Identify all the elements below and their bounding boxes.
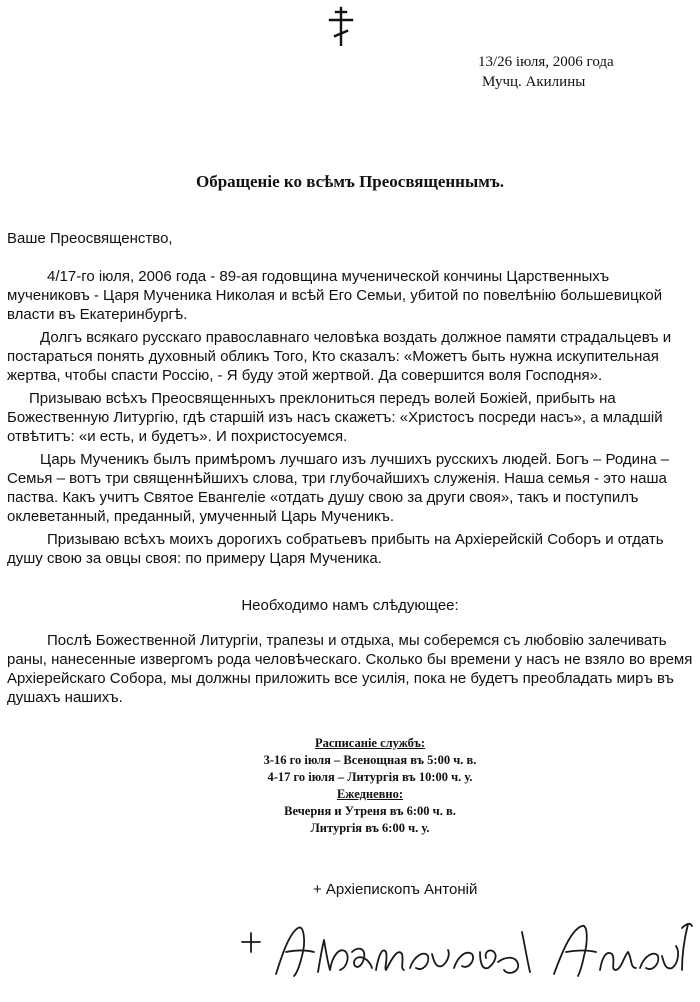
feast-day: Мучц. Акилины — [482, 74, 586, 90]
paragraph: Царь Мученикъ былъ примѣромъ лучшаго изъ лучшихъ русскихъ людей. Богъ – Родина – Семья – вотъ три священнѣйшихъ слова, три глубочайшихъ служенія. Наша семья - это наша паства. Какъ учитъ Святое Евангеліе «отдать душу свою за други своя», такъ и поступилъ оклеветанный, преданный, умученный Царь Мученикъ. — [7, 451, 670, 525]
paragraph: 4/17-го іюля, 2006 года - 89-ая годовщина мученической кончины Царственныхъ мучениковъ - Царя Мученика Николая и всѣй Его Семьи, убитой по повелѣнію большевицкой власти въ Екатеринбургѣ. — [7, 268, 663, 323]
schedule-line: 4-17 го іюля – Литургія въ 10:00 ч. у. — [267, 770, 473, 784]
schedule-line: Вечерня и Утреня въ 6:00 ч. в. — [284, 804, 456, 818]
schedule-line: Литургія въ 6:00 ч. у. — [310, 821, 430, 835]
handwritten-signature — [236, 912, 694, 992]
service-schedule — [170, 735, 570, 837]
orthodox-cross-icon — [326, 6, 356, 46]
greeting: Ваше Преосвященство, — [7, 230, 173, 247]
necessary-heading: Необходимо намъ слѣдующее: — [241, 597, 459, 614]
typed-signature: + Архіепископъ Антоній — [313, 881, 478, 898]
letter-title: Обращеніе ко всѣмъ Преосвященнымъ. — [195, 172, 504, 191]
paragraph: Долгъ всякаго русскаго православнаго человѣка воздать должное памяти страдальцевъ и постараться понять духовный обликъ Того, Кто сказалъ: «Можетъ быть нужна искупительная жертва, чтобы спасти Россію, - Я буду этой жертвой. Да совершится воля Господня». — [7, 329, 672, 384]
date-block — [478, 52, 693, 92]
schedule-heading: Расписаніе службъ: — [314, 736, 426, 750]
daily-heading: Ежедневно: — [336, 787, 404, 801]
letter-date: 13/26 іюля, 2006 года — [478, 54, 614, 70]
paragraph: Призываю всѣхъ моихъ дорогихъ собратьевъ прибыть на Архіерейскій Соборъ и отдать душу свою за овцы своя: по примеру Царя Мученика. — [7, 531, 664, 567]
paragraph: Призываю всѣхъ Преосвященныхъ преклониться передъ волей Божіей, прибыть на Божественную Литургію, гдѣ старшій изъ насъ скажетъ: «Христосъ посреди насъ», а младшій отвѣтитъ: «и есть, и будетъ». И похристосуемся. — [7, 390, 663, 445]
closing-paragraph: Послѣ Божественной Литургіи, трапезы и отдыха, мы соберемся съ любовію залечивать раны, нанесенные извергомъ рода человѣческаго. Сколько бы времени у насъ не взяло во время Архіерейскаго Собора, мы должны приложить все усилія, пока не будетъ преобладать миръ въ душахъ нашихъ. — [7, 632, 693, 706]
letter-body — [7, 267, 695, 572]
schedule-line: 3-16 го іюля – Всенощная въ 5:00 ч. в. — [263, 753, 477, 767]
